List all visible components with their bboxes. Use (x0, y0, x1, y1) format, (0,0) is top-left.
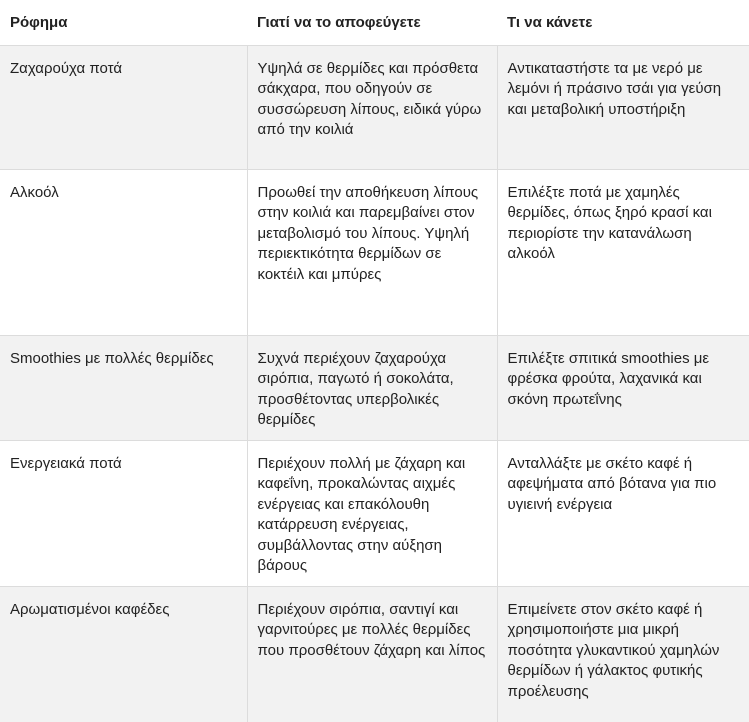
table-row (0, 169, 749, 335)
cell-why: Υψηλά σε θερμίδες και πρόσθετα σάκχαρα, που οδηγούν σε συσσώρευση λίπους, ειδικά γύρω από την κοιλιά (247, 45, 497, 169)
header-why-avoid: Γιατί να το αποφεύγετε (247, 0, 497, 45)
cell-drink: Αλκοόλ (0, 169, 247, 335)
cell-what: Αντικαταστήστε τα με νερό με λεμόνι ή πράσινο τσάι για γεύση και μεταβολική υποστήριξη (497, 45, 749, 169)
cell-drink: Ενεργειακά ποτά (0, 440, 247, 586)
cell-what: Επιλέξτε σπιτικά smoothies με φρέσκα φρούτα, λαχανικά και σκόνη πρωτεΐνης (497, 335, 749, 440)
cell-why: Περιέχουν πολλή με ζάχαρη και καφεΐνη, προκαλώντας αιχμές ενέργειας και επακόλουθη κατάρρευση ενέργειας, συμβάλλοντας στην αύξηση βάρους (247, 440, 497, 586)
header-drink: Ρόφημα (0, 0, 247, 45)
cell-what: Επιμείνετε στον σκέτο καφέ ή χρησιμοποιήστε μια μικρή ποσότητα γλυκαντικού χαμηλών θερμίδων ή γάλακτος φυτικής προέλευσης (497, 586, 749, 722)
table-row (0, 335, 749, 440)
table-header-row (0, 0, 749, 45)
header-what-to-do: Τι να κάνετε (497, 0, 749, 45)
cell-drink: Αρωματισμένοι καφέδες (0, 586, 247, 722)
cell-why: Περιέχουν σιρόπια, σαντιγί και γαρνιτούρες με πολλές θερμίδες που προσθέτουν ζάχαρη και λίπος (247, 586, 497, 722)
table-row (0, 586, 749, 722)
cell-what: Επιλέξτε ποτά με χαμηλές θερμίδες, όπως ξηρό κρασί και περιορίστε την κατανάλωση αλκοόλ (497, 169, 749, 335)
cell-drink: Ζαχαρούχα ποτά (0, 45, 247, 169)
table-row (0, 440, 749, 586)
cell-what: Ανταλλάξτε με σκέτο καφέ ή αφεψήματα από βότανα για πιο υγιεινή ενέργεια (497, 440, 749, 586)
cell-why: Προωθεί την αποθήκευση λίπους στην κοιλιά και παρεμβαίνει στον μεταβολισμό του λίπους. Υψηλή περιεκτικότητα θερμίδων σε κοκτέιλ και μπύρες (247, 169, 497, 335)
cell-drink: Smoothies με πολλές θερμίδες (0, 335, 247, 440)
table-row (0, 45, 749, 169)
cell-why: Συχνά περιέχουν ζαχαρούχα σιρόπια, παγωτό ή σοκολάτα, προσθέτοντας υπερβολικές θερμίδες (247, 335, 497, 440)
